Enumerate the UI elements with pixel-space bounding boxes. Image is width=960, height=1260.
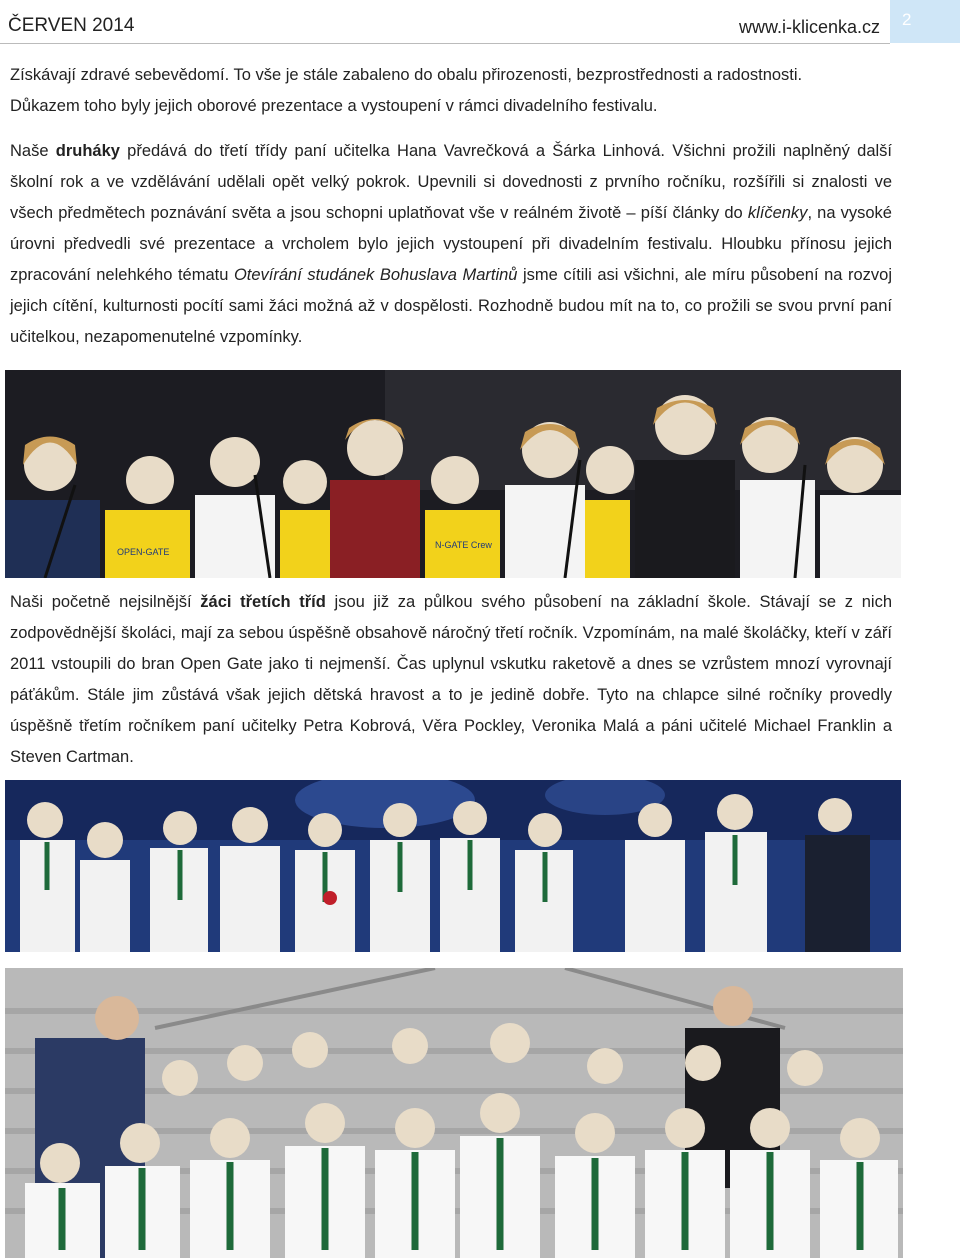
bold-term: žáci třetích tříd [200, 593, 326, 611]
paragraph-intro [10, 60, 892, 122]
text-run: jsme cítili asi všichni, ale míru působení na rozvoj jejich cítění, kulturnosti pocítí sami žáci možná až v dospělosti. Rozhodně budou mít na to, co prožili se svou první paní učitelkou, nezapomenutelné vzpomínky. [10, 266, 892, 346]
paragraph-line: Získávají zdravé sebevědomí. To vše je stále zabaleno do obalu přirozenosti, bezprostřednosti a radostnosti. [10, 66, 803, 84]
bold-term: druháky [55, 142, 120, 160]
page-number: 2 [902, 10, 912, 29]
page-header [0, 0, 960, 44]
paragraph-second-graders [10, 136, 892, 353]
text-run: předává do třetí třídy paní učitelka Hana Vavrečková a Šárka Linhová. Všichni prožili naplněný další školní rok a ve vzdělávání udělali opět velký pokrok. Upevnili si dovednosti z prvního ročníku, rozšířili si znalosti ve všech předmětech poznávání světa a jsou schopni uplatňovat vše v reálném životě – píší články do [10, 142, 892, 222]
text-run: Naše [10, 142, 56, 160]
shirt-print: N-GATE Crew [435, 540, 492, 550]
italic-title: Otevírání studánek Bohuslava Martinů [233, 266, 518, 284]
photo-choir-stage [5, 780, 901, 952]
italic-term: klíčenky [747, 204, 808, 222]
text-run: , na vysoké úrovni předvedli své prezentace a vrcholem bylo jejich vystoupení při divadelním festivalu. Hloubku přínosu jejich zpracování nelehkého tématu [10, 204, 892, 284]
website-url[interactable]: www.i-klicenka.cz [738, 17, 880, 37]
page-number-box [890, 0, 960, 43]
paragraph-third-graders [10, 587, 892, 773]
photo-class-group [5, 968, 903, 1258]
header-divider [0, 43, 890, 44]
shirt-print: OPEN-GATE [117, 547, 170, 557]
text-run: jsou již za půlkou svého působení na základní škole. Stávají se z nich zodpovědnější školáci, mají za sebou úspěšně obsahově náročný třetí ročník. Vzpomínám, na malé školáčky, kteří v září 2011 vstoupili do bran Open Gate jako ti nejmenší. Čas uplynul vskutku raketově a dnes se vzrůstem mnozí vyrovnají páťákům. Stále jim zůstává však jejich dětská hravost a to je jedině dobře. Tyto na chlapce silné ročníky provedly úspěšně třetím ročníkem paní učitelky Petra Kobrová, Věra Pockley, Veronika Malá a páni učitelé Michael Franklin a Steven Cartman. [10, 593, 892, 766]
paragraph-line: Důkazem toho byly jejich oborové prezentace a vystoupení v rámci divadelního festivalu. [10, 97, 658, 115]
issue-date: ČERVEN 2014 [8, 15, 135, 36]
text-run: Naši početně nejsilnější [10, 593, 201, 611]
photo-stage-performance [5, 370, 901, 578]
